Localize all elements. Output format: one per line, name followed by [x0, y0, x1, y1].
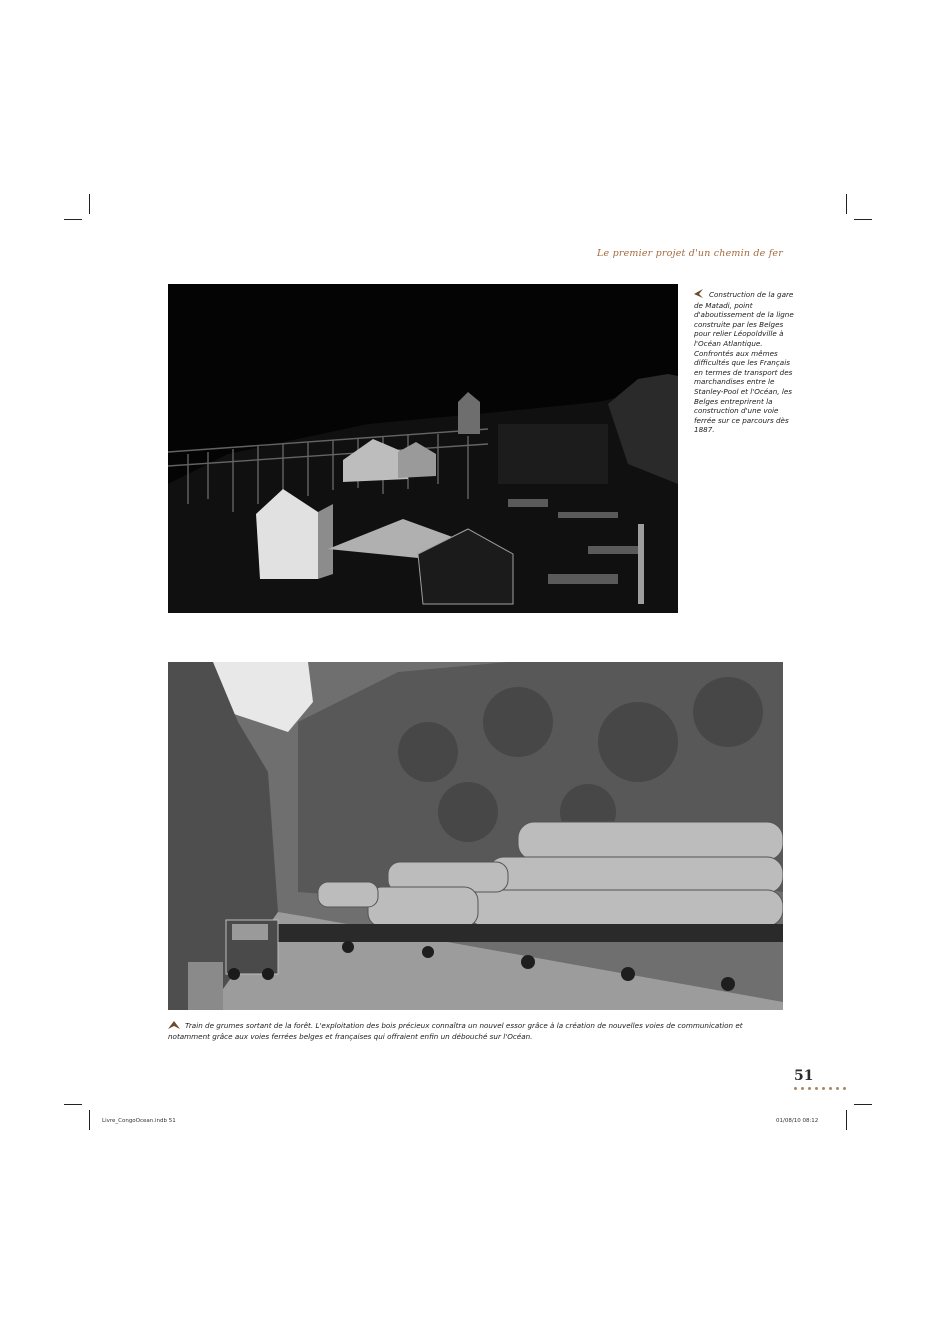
station-photo-caption	[694, 289, 798, 435]
station-construction-photo	[168, 284, 678, 613]
page-number: 51	[794, 1068, 814, 1084]
crop-mark	[854, 219, 872, 220]
slug-file-name: Livre_CongoOcean.indb 51	[102, 1118, 176, 1124]
running-head: Le premier projet d'un chemin de fer	[597, 248, 783, 259]
arrow-icon	[694, 289, 704, 301]
log-train-photo	[168, 662, 783, 1010]
page-number-dots	[794, 1087, 846, 1090]
slug-date-time: 01/08/10 08:12	[776, 1118, 819, 1124]
crop-mark	[846, 1110, 847, 1130]
crop-mark	[854, 1104, 872, 1105]
arrow-icon	[168, 1021, 180, 1032]
log-train-caption	[168, 1021, 768, 1041]
crop-mark	[64, 219, 82, 220]
crop-mark	[64, 1104, 82, 1105]
caption-bottom-text: Train de grumes sortant de la forêt. L'exploitation des bois précieux connaîtra un nouvel essor grâce à la création de nouvelles voies de communication et notamment grâce aux voies ferrées belges et françaises qui offraient enfin un débouché sur l'Océan.	[168, 1021, 743, 1041]
caption-top-text: Construction de la gare de Matadi, point d'aboutissement de la ligne construite par les Belges pour relier Léopoldville à l'Océan Atlantique. Confrontés aux mêmes difficultés que les Français en termes de transport des marchandises entre le Stanley-Pool et l'Océan, les Belges entreprirent la construction d'une voie ferrée sur ce parcours dès 1887.	[694, 290, 794, 435]
crop-mark	[89, 1110, 90, 1130]
crop-mark	[846, 194, 847, 214]
crop-mark	[89, 194, 90, 214]
